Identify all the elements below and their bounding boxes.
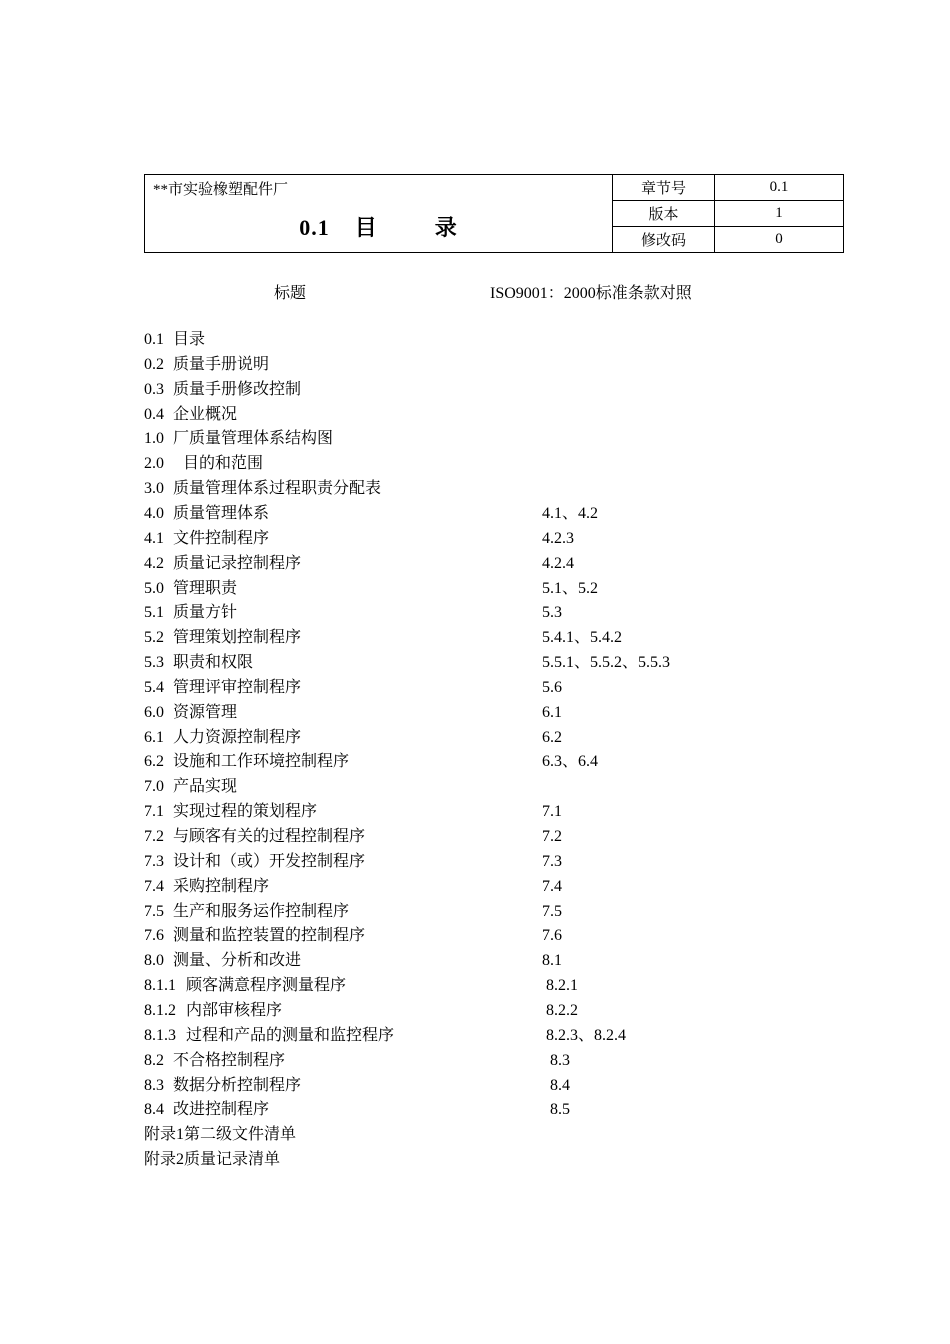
toc-entry-iso-reference: 6.2 — [542, 729, 562, 746]
toc-entry-number: 5.1 — [144, 604, 164, 621]
toc-entry-title: 顾客满意程序测量程序 — [186, 977, 347, 994]
toc-entry-title: 产品实现 — [173, 778, 238, 795]
toc-entry — [144, 802, 317, 827]
toc-entry-number: 0.2 — [144, 356, 164, 373]
toc-entry — [144, 330, 205, 355]
toc-entry-title: 人力资源控制程序 — [173, 729, 302, 746]
toc-entry-number: 8.3 — [144, 1077, 164, 1094]
toc-entry — [144, 529, 269, 554]
toc-entry-title: 质量记录清单 — [184, 1151, 281, 1168]
toc-entry-number: 附录1 — [144, 1126, 185, 1143]
toc-entry-title: 与顾客有关的过程控制程序 — [173, 828, 366, 845]
toc-entry-number: 6.2 — [144, 753, 164, 770]
toc-entry-title: 数据分析控制程序 — [173, 1077, 302, 1094]
toc-entry — [144, 504, 269, 529]
version-label: 版本 — [613, 201, 715, 227]
toc-entry-iso-reference: 5.6 — [542, 679, 562, 696]
toc-entry-iso-reference: 8.3 — [550, 1052, 570, 1069]
toc-entry-title: 不合格控制程序 — [173, 1052, 286, 1069]
toc-entry-number: 7.4 — [144, 878, 164, 895]
toc-entry-iso-reference: 7.3 — [542, 853, 562, 870]
toc-entry-iso-reference: 6.1 — [542, 704, 562, 721]
toc-entry-title: 管理策划控制程序 — [173, 629, 302, 646]
toc-entry — [144, 852, 365, 877]
toc-entry-title: 采购控制程序 — [173, 878, 270, 895]
toc-entry — [144, 554, 301, 579]
toc-entry — [144, 877, 269, 902]
toc-entry — [144, 628, 301, 653]
toc-entry — [144, 380, 301, 405]
toc-entry-iso-reference: 7.1 — [542, 803, 562, 820]
toc-entry-iso-reference: 4.2.3 — [542, 530, 574, 547]
toc-entry-number: 0.1 — [144, 331, 164, 348]
toc-entry — [144, 479, 381, 504]
toc-entry — [144, 926, 365, 951]
toc-entry-title: 生产和服务运作控制程序 — [173, 903, 350, 920]
toc-entry-number: 4.2 — [144, 555, 164, 572]
toc-entry — [144, 454, 263, 479]
toc-entry — [144, 1051, 285, 1076]
toc-entry — [144, 1100, 269, 1125]
toc-entry-title: 质量管理体系过程职责分配表 — [173, 480, 382, 497]
toc-entry-number: 5.3 — [144, 654, 164, 671]
toc-entry-title: 职责和权限 — [173, 654, 254, 671]
toc-entry-iso-reference: 7.4 — [542, 878, 562, 895]
toc-entry-iso-reference: 5.5.1、5.5.2、5.5.3 — [542, 654, 671, 671]
toc-entry-title: 内部审核程序 — [186, 1002, 283, 1019]
toc-entry — [144, 1026, 394, 1051]
iso-reference-column-heading: ISO9001：2000标准条款对照 — [490, 285, 692, 302]
toc-entry-title: 质量方针 — [173, 604, 238, 621]
toc-entry-title: 企业概况 — [173, 406, 238, 423]
toc-entry-number: 7.6 — [144, 927, 164, 944]
toc-entry-title: 过程和产品的测量和监控程序 — [186, 1027, 395, 1044]
toc-entry — [144, 976, 346, 1001]
section-number-value: 0.1 — [715, 175, 844, 201]
toc-entry-number: 6.1 — [144, 729, 164, 746]
toc-entry-title: 质量管理体系 — [173, 505, 270, 522]
toc-entry-number: 0.3 — [144, 381, 164, 398]
toc-entry-iso-reference: 8.4 — [550, 1077, 570, 1094]
toc-entry — [144, 1125, 296, 1150]
toc-entry-number: 1.0 — [144, 430, 164, 447]
toc-entry-iso-reference: 6.3、6.4 — [542, 753, 599, 770]
toc-entry-number: 附录2 — [144, 1151, 185, 1168]
toc-entry-title: 质量手册说明 — [173, 356, 270, 373]
toc-entry-number: 7.1 — [144, 803, 164, 820]
toc-entry — [144, 1076, 301, 1101]
toc-entry-title: 厂质量管理体系结构图 — [173, 430, 334, 447]
toc-entry-title: 改进控制程序 — [173, 1101, 270, 1118]
toc-entry — [144, 703, 237, 728]
toc-entry — [144, 752, 349, 777]
title-column-heading: 标题 — [274, 285, 307, 302]
toc-entry — [144, 579, 237, 604]
toc-entry-number: 8.4 — [144, 1101, 164, 1118]
toc-entry-number: 8.1.1 — [144, 977, 176, 994]
toc-entry — [144, 728, 301, 753]
toc-entry — [144, 405, 237, 430]
toc-entry-iso-reference: 4.1、4.2 — [542, 505, 599, 522]
toc-entry-number: 8.0 — [144, 952, 164, 969]
toc-entry-title: 第二级文件清单 — [184, 1126, 297, 1143]
toc-entry-title: 测量、分析和改进 — [173, 952, 302, 969]
toc-entry-number: 3.0 — [144, 480, 164, 497]
toc-entry-number: 7.5 — [144, 903, 164, 920]
title-char-2: 录 — [434, 215, 458, 240]
toc-entry — [144, 653, 253, 678]
toc-entry-number: 5.4 — [144, 679, 164, 696]
toc-entry-number: 0.4 — [144, 406, 164, 423]
toc-entry-number: 7.2 — [144, 828, 164, 845]
version-value: 1 — [715, 201, 844, 227]
toc-entry-title: 文件控制程序 — [173, 530, 270, 547]
toc-entry-number: 5.0 — [144, 580, 164, 597]
revision-code-label: 修改码 — [613, 227, 715, 253]
toc-entry-number: 6.0 — [144, 704, 164, 721]
toc-entry-number: 7.0 — [144, 778, 164, 795]
document-header-table — [144, 174, 844, 253]
toc-entry — [144, 827, 365, 852]
toc-entry-number: 4.1 — [144, 530, 164, 547]
toc-entry-number: 8.1.3 — [144, 1027, 176, 1044]
toc-entry-title: 设施和工作环境控制程序 — [173, 753, 350, 770]
toc-entry-title: 资源管理 — [173, 704, 238, 721]
page-title — [145, 211, 612, 242]
title-char-1: 目 — [354, 215, 378, 240]
company-title-cell — [145, 175, 613, 253]
toc-entry-number: 5.2 — [144, 629, 164, 646]
toc-entry-title: 质量记录控制程序 — [173, 555, 302, 572]
title-number: 0.1 — [299, 215, 330, 240]
toc-entry-title: 目录 — [173, 331, 206, 348]
revision-code-value: 0 — [715, 227, 844, 253]
toc-entry-iso-reference: 8.2.1 — [546, 977, 578, 994]
toc-entry-number: 8.1.2 — [144, 1002, 176, 1019]
toc-entry — [144, 1001, 282, 1026]
toc-entry-number: 7.3 — [144, 853, 164, 870]
toc-entry-iso-reference: 5.3 — [542, 604, 562, 621]
toc-entry — [144, 951, 301, 976]
toc-entry-number: 2.0 — [144, 455, 164, 472]
toc-entry-title: 管理评审控制程序 — [173, 679, 302, 696]
toc-entry — [144, 1150, 280, 1175]
toc-entry-title: 目的和范围 — [183, 455, 264, 472]
toc-entry-iso-reference: 4.2.4 — [542, 555, 574, 572]
toc-entry — [144, 429, 333, 454]
toc-entry-title: 管理职责 — [173, 580, 238, 597]
toc-entry — [144, 678, 301, 703]
toc-entry-number: 8.2 — [144, 1052, 164, 1069]
toc-entry-iso-reference: 7.6 — [542, 927, 562, 944]
toc-entry-title: 设计和（或）开发控制程序 — [173, 853, 366, 870]
toc-entry — [144, 777, 237, 802]
toc-entry-iso-reference: 7.5 — [542, 903, 562, 920]
toc-entry-iso-reference: 8.2.3、8.2.4 — [546, 1027, 627, 1044]
toc-entry-iso-reference: 8.5 — [550, 1101, 570, 1118]
toc-entry-title: 质量手册修改控制 — [173, 381, 302, 398]
toc-entry-title: 实现过程的策划程序 — [173, 803, 318, 820]
toc-entry-iso-reference: 8.1 — [542, 952, 562, 969]
toc-entry-iso-reference: 5.4.1、5.4.2 — [542, 629, 623, 646]
toc-entry-iso-reference: 8.2.2 — [546, 1002, 578, 1019]
toc-entry — [144, 355, 269, 380]
section-number-label: 章节号 — [613, 175, 715, 201]
toc-entry-iso-reference: 5.1、5.2 — [542, 580, 599, 597]
company-name: **市实验橡塑配件厂 — [153, 182, 289, 198]
toc-entry-title: 测量和监控装置的控制程序 — [173, 927, 366, 944]
toc-entry — [144, 902, 349, 927]
toc-entry-iso-reference: 7.2 — [542, 828, 562, 845]
toc-entry — [144, 603, 237, 628]
toc-entry-number: 4.0 — [144, 505, 164, 522]
